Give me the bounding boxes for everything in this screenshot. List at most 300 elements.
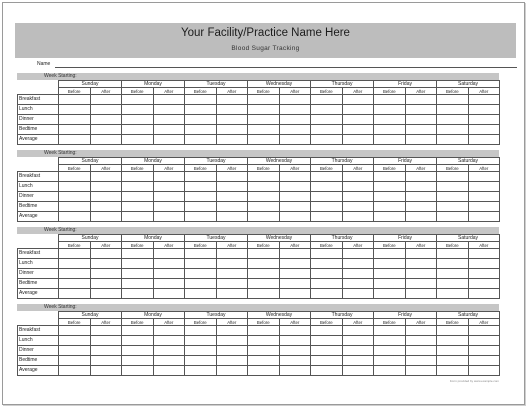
entry-cell[interactable] [216, 259, 248, 269]
entry-cell[interactable] [342, 212, 374, 222]
name-field[interactable] [55, 67, 517, 68]
entry-cell[interactable] [405, 336, 437, 346]
corner-cell [18, 235, 59, 249]
entry-cell[interactable] [374, 212, 406, 222]
entry-cell[interactable] [59, 269, 91, 279]
entry-cell[interactable] [374, 356, 406, 366]
entry-cell[interactable] [468, 172, 500, 182]
entry-cell[interactable] [153, 289, 185, 299]
entry-cell[interactable] [279, 326, 311, 336]
entry-cell[interactable] [248, 249, 280, 259]
entry-cell[interactable] [185, 269, 217, 279]
entry-cell[interactable] [437, 105, 469, 115]
entry-cell[interactable] [468, 212, 500, 222]
entry-cell[interactable] [90, 115, 122, 125]
entry-cell[interactable] [216, 172, 248, 182]
entry-cell[interactable] [374, 172, 406, 182]
entry-cell[interactable] [311, 356, 343, 366]
entry-cell[interactable] [374, 95, 406, 105]
entry-cell[interactable] [185, 172, 217, 182]
entry-cell[interactable] [279, 95, 311, 105]
entry-cell[interactable] [405, 125, 437, 135]
entry-cell[interactable] [437, 172, 469, 182]
entry-cell[interactable] [153, 326, 185, 336]
entry-cell[interactable] [185, 336, 217, 346]
entry-cell[interactable] [248, 105, 280, 115]
before-header: Before [374, 88, 406, 95]
entry-cell[interactable] [311, 366, 343, 376]
entry-cell[interactable] [216, 105, 248, 115]
entry-cell[interactable] [374, 202, 406, 212]
entry-cell[interactable] [185, 135, 217, 145]
entry-cell[interactable] [342, 326, 374, 336]
entry-cell[interactable] [153, 95, 185, 105]
entry-cell[interactable] [279, 192, 311, 202]
entry-cell[interactable] [468, 259, 500, 269]
entry-cell[interactable] [90, 135, 122, 145]
entry-cell[interactable] [216, 135, 248, 145]
entry-cell[interactable] [342, 182, 374, 192]
entry-cell[interactable] [185, 366, 217, 376]
entry-cell[interactable] [90, 105, 122, 115]
entry-cell[interactable] [122, 336, 154, 346]
entry-cell[interactable] [437, 249, 469, 259]
entry-cell[interactable] [405, 279, 437, 289]
before-header: Before [311, 319, 343, 326]
entry-cell[interactable] [122, 202, 154, 212]
entry-cell[interactable] [311, 346, 343, 356]
entry-cell[interactable] [279, 289, 311, 299]
entry-cell[interactable] [405, 249, 437, 259]
entry-cell[interactable] [468, 135, 500, 145]
entry-cell[interactable] [248, 125, 280, 135]
entry-cell[interactable] [468, 326, 500, 336]
entry-cell[interactable] [374, 182, 406, 192]
entry-cell[interactable] [216, 95, 248, 105]
entry-cell[interactable] [122, 115, 154, 125]
entry-cell[interactable] [279, 249, 311, 259]
entry-cell[interactable] [185, 356, 217, 366]
entry-cell[interactable] [311, 279, 343, 289]
entry-cell[interactable] [437, 289, 469, 299]
entry-cell[interactable] [59, 202, 91, 212]
entry-cell[interactable] [311, 95, 343, 105]
entry-cell[interactable] [90, 125, 122, 135]
entry-cell[interactable] [311, 105, 343, 115]
entry-cell[interactable] [153, 192, 185, 202]
entry-cell[interactable] [374, 105, 406, 115]
entry-cell[interactable] [437, 279, 469, 289]
entry-cell[interactable] [248, 269, 280, 279]
entry-cell[interactable] [311, 289, 343, 299]
entry-cell[interactable] [342, 95, 374, 105]
entry-cell[interactable] [90, 202, 122, 212]
entry-cell[interactable] [405, 366, 437, 376]
entry-cell[interactable] [59, 346, 91, 356]
entry-cell[interactable] [122, 259, 154, 269]
entry-cell[interactable] [342, 279, 374, 289]
entry-cell[interactable] [437, 366, 469, 376]
entry-cell[interactable] [122, 249, 154, 259]
entry-cell[interactable] [153, 366, 185, 376]
entry-cell[interactable] [59, 259, 91, 269]
entry-cell[interactable] [90, 269, 122, 279]
entry-cell[interactable] [437, 115, 469, 125]
entry-cell[interactable] [153, 202, 185, 212]
entry-cell[interactable] [122, 125, 154, 135]
entry-cell[interactable] [405, 95, 437, 105]
entry-cell[interactable] [279, 259, 311, 269]
day-header: Sunday [59, 312, 122, 319]
entry-cell[interactable] [153, 182, 185, 192]
entry-cell[interactable] [59, 336, 91, 346]
entry-cell[interactable] [374, 289, 406, 299]
entry-cell[interactable] [468, 249, 500, 259]
entry-cell[interactable] [216, 115, 248, 125]
entry-cell[interactable] [405, 135, 437, 145]
entry-cell[interactable] [185, 105, 217, 115]
entry-cell[interactable] [468, 105, 500, 115]
entry-cell[interactable] [437, 269, 469, 279]
entry-cell[interactable] [248, 135, 280, 145]
entry-cell[interactable] [437, 336, 469, 346]
entry-cell[interactable] [342, 356, 374, 366]
before-header: Before [311, 88, 343, 95]
entry-cell[interactable] [342, 269, 374, 279]
entry-cell[interactable] [405, 259, 437, 269]
entry-cell[interactable] [122, 212, 154, 222]
entry-cell[interactable] [122, 95, 154, 105]
entry-cell[interactable] [279, 212, 311, 222]
entry-cell[interactable] [122, 135, 154, 145]
entry-cell[interactable] [468, 336, 500, 346]
entry-cell[interactable] [468, 115, 500, 125]
row-label: Dinner [18, 269, 59, 279]
week-block [17, 227, 499, 299]
row-label: Bedtime [18, 279, 59, 289]
entry-cell[interactable] [90, 346, 122, 356]
entry-cell[interactable] [216, 125, 248, 135]
entry-cell[interactable] [122, 172, 154, 182]
entry-cell[interactable] [90, 182, 122, 192]
entry-cell[interactable] [405, 212, 437, 222]
entry-cell[interactable] [279, 346, 311, 356]
entry-cell[interactable] [185, 346, 217, 356]
entry-cell[interactable] [437, 135, 469, 145]
entry-cell[interactable] [437, 326, 469, 336]
before-header: Before [248, 319, 280, 326]
entry-cell[interactable] [374, 259, 406, 269]
entry-cell[interactable] [59, 115, 91, 125]
entry-cell[interactable] [342, 192, 374, 202]
entry-cell[interactable] [216, 289, 248, 299]
entry-cell[interactable] [437, 356, 469, 366]
entry-cell[interactable] [437, 192, 469, 202]
entry-cell[interactable] [90, 366, 122, 376]
entry-cell[interactable] [311, 192, 343, 202]
entry-cell[interactable] [153, 125, 185, 135]
entry-cell[interactable] [405, 105, 437, 115]
entry-cell[interactable] [153, 249, 185, 259]
entry-cell[interactable] [90, 289, 122, 299]
entry-cell[interactable] [468, 366, 500, 376]
entry-cell[interactable] [342, 259, 374, 269]
entry-cell[interactable] [216, 182, 248, 192]
entry-cell[interactable] [374, 249, 406, 259]
entry-cell[interactable] [405, 356, 437, 366]
entry-cell[interactable] [342, 115, 374, 125]
entry-cell[interactable] [248, 95, 280, 105]
entry-cell[interactable] [122, 105, 154, 115]
entry-cell[interactable] [248, 259, 280, 269]
entry-cell[interactable] [59, 135, 91, 145]
entry-cell[interactable] [90, 336, 122, 346]
entry-cell[interactable] [342, 249, 374, 259]
entry-cell[interactable] [90, 95, 122, 105]
entry-cell[interactable] [153, 259, 185, 269]
entry-cell[interactable] [122, 326, 154, 336]
entry-cell[interactable] [248, 289, 280, 299]
entry-cell[interactable] [279, 172, 311, 182]
entry-cell[interactable] [216, 356, 248, 366]
entry-cell[interactable] [185, 279, 217, 289]
entry-cell[interactable] [248, 346, 280, 356]
entry-cell[interactable] [248, 279, 280, 289]
entry-cell[interactable] [311, 135, 343, 145]
entry-cell[interactable] [216, 346, 248, 356]
entry-cell[interactable] [468, 192, 500, 202]
entry-cell[interactable] [311, 182, 343, 192]
entry-cell[interactable] [468, 346, 500, 356]
entry-cell[interactable] [437, 125, 469, 135]
entry-cell[interactable] [185, 182, 217, 192]
entry-cell[interactable] [342, 105, 374, 115]
entry-cell[interactable] [216, 249, 248, 259]
entry-cell[interactable] [279, 135, 311, 145]
row-label: Average [18, 289, 59, 299]
entry-cell[interactable] [153, 279, 185, 289]
entry-cell[interactable] [153, 115, 185, 125]
entry-cell[interactable] [279, 366, 311, 376]
entry-cell[interactable] [311, 202, 343, 212]
entry-cell[interactable] [374, 115, 406, 125]
entry-cell[interactable] [90, 212, 122, 222]
entry-cell[interactable] [122, 192, 154, 202]
entry-cell[interactable] [405, 192, 437, 202]
entry-cell[interactable] [374, 135, 406, 145]
entry-cell[interactable] [248, 336, 280, 346]
entry-cell[interactable] [374, 366, 406, 376]
entry-cell[interactable] [248, 366, 280, 376]
entry-cell[interactable] [59, 279, 91, 289]
after-header: After [90, 319, 122, 326]
entry-cell[interactable] [374, 346, 406, 356]
after-header: After [405, 88, 437, 95]
entry-cell[interactable] [59, 366, 91, 376]
row-label: Breakfast [18, 326, 59, 336]
entry-cell[interactable] [216, 212, 248, 222]
entry-cell[interactable] [90, 249, 122, 259]
entry-cell[interactable] [59, 182, 91, 192]
entry-cell[interactable] [248, 326, 280, 336]
entry-cell[interactable] [185, 95, 217, 105]
entry-cell[interactable] [59, 356, 91, 366]
table-row [18, 202, 500, 212]
entry-cell[interactable] [216, 326, 248, 336]
entry-cell[interactable] [216, 202, 248, 212]
entry-cell[interactable] [153, 105, 185, 115]
entry-cell[interactable] [468, 125, 500, 135]
entry-cell[interactable] [374, 279, 406, 289]
entry-cell[interactable] [216, 192, 248, 202]
entry-cell[interactable] [342, 346, 374, 356]
entry-cell[interactable] [185, 202, 217, 212]
entry-cell[interactable] [216, 336, 248, 346]
entry-cell[interactable] [122, 269, 154, 279]
after-header: After [153, 88, 185, 95]
entry-cell[interactable] [342, 135, 374, 145]
entry-cell[interactable] [248, 115, 280, 125]
entry-cell[interactable] [153, 356, 185, 366]
entry-cell[interactable] [122, 356, 154, 366]
entry-cell[interactable] [216, 279, 248, 289]
entry-cell[interactable] [405, 115, 437, 125]
entry-cell[interactable] [59, 95, 91, 105]
entry-cell[interactable] [311, 249, 343, 259]
entry-cell[interactable] [185, 249, 217, 259]
entry-cell[interactable] [216, 366, 248, 376]
entry-cell[interactable] [374, 326, 406, 336]
entry-cell[interactable] [468, 95, 500, 105]
entry-cell[interactable] [437, 259, 469, 269]
entry-cell[interactable] [468, 356, 500, 366]
entry-cell[interactable] [216, 269, 248, 279]
entry-cell[interactable] [185, 326, 217, 336]
day-header: Tuesday [185, 158, 248, 165]
entry-cell[interactable] [59, 192, 91, 202]
entry-cell[interactable] [185, 212, 217, 222]
entry-cell[interactable] [59, 249, 91, 259]
entry-cell[interactable] [59, 326, 91, 336]
entry-cell[interactable] [342, 366, 374, 376]
day-header: Tuesday [185, 312, 248, 319]
entry-cell[interactable] [279, 336, 311, 346]
entry-cell[interactable] [311, 115, 343, 125]
entry-cell[interactable] [374, 269, 406, 279]
entry-cell[interactable] [437, 182, 469, 192]
entry-cell[interactable] [90, 356, 122, 366]
entry-cell[interactable] [248, 212, 280, 222]
entry-cell[interactable] [153, 212, 185, 222]
entry-cell[interactable] [311, 326, 343, 336]
entry-cell[interactable] [279, 115, 311, 125]
entry-cell[interactable] [311, 212, 343, 222]
entry-cell[interactable] [122, 279, 154, 289]
entry-cell[interactable] [405, 182, 437, 192]
entry-cell[interactable] [90, 279, 122, 289]
entry-cell[interactable] [311, 336, 343, 346]
entry-cell[interactable] [185, 125, 217, 135]
entry-cell[interactable] [153, 135, 185, 145]
entry-cell[interactable] [59, 289, 91, 299]
entry-cell[interactable] [59, 172, 91, 182]
entry-cell[interactable] [468, 269, 500, 279]
before-header: Before [122, 242, 154, 249]
entry-cell[interactable] [279, 125, 311, 135]
entry-cell[interactable] [437, 95, 469, 105]
entry-cell[interactable] [279, 202, 311, 212]
entry-cell[interactable] [248, 202, 280, 212]
entry-cell[interactable] [279, 105, 311, 115]
entry-cell[interactable] [153, 172, 185, 182]
entry-cell[interactable] [311, 259, 343, 269]
entry-cell[interactable] [122, 289, 154, 299]
before-header: Before [59, 88, 91, 95]
entry-cell[interactable] [153, 269, 185, 279]
entry-cell[interactable] [248, 182, 280, 192]
entry-cell[interactable] [122, 346, 154, 356]
entry-cell[interactable] [90, 172, 122, 182]
entry-cell[interactable] [468, 279, 500, 289]
entry-cell[interactable] [405, 289, 437, 299]
entry-cell[interactable] [437, 346, 469, 356]
entry-cell[interactable] [311, 172, 343, 182]
entry-cell[interactable] [90, 326, 122, 336]
entry-cell[interactable] [248, 356, 280, 366]
entry-cell[interactable] [279, 279, 311, 289]
entry-cell[interactable] [153, 336, 185, 346]
entry-cell[interactable] [342, 125, 374, 135]
entry-cell[interactable] [405, 326, 437, 336]
entry-cell[interactable] [185, 259, 217, 269]
entry-cell[interactable] [59, 125, 91, 135]
entry-cell[interactable] [279, 356, 311, 366]
entry-cell[interactable] [153, 346, 185, 356]
entry-cell[interactable] [122, 366, 154, 376]
entry-cell[interactable] [342, 202, 374, 212]
entry-cell[interactable] [185, 115, 217, 125]
entry-cell[interactable] [468, 289, 500, 299]
entry-cell[interactable] [374, 192, 406, 202]
entry-cell[interactable] [468, 202, 500, 212]
entry-cell[interactable] [279, 182, 311, 192]
entry-cell[interactable] [185, 192, 217, 202]
entry-cell[interactable] [405, 346, 437, 356]
entry-cell[interactable] [59, 212, 91, 222]
entry-cell[interactable] [279, 269, 311, 279]
entry-cell[interactable] [342, 172, 374, 182]
entry-cell[interactable] [122, 182, 154, 192]
entry-cell[interactable] [90, 259, 122, 269]
entry-cell[interactable] [185, 289, 217, 299]
entry-cell[interactable] [374, 336, 406, 346]
entry-cell[interactable] [437, 212, 469, 222]
entry-cell[interactable] [405, 172, 437, 182]
entry-cell[interactable] [248, 192, 280, 202]
entry-cell[interactable] [437, 202, 469, 212]
entry-cell[interactable] [311, 269, 343, 279]
entry-cell[interactable] [342, 289, 374, 299]
entry-cell[interactable] [405, 202, 437, 212]
entry-cell[interactable] [468, 182, 500, 192]
entry-cell[interactable] [405, 269, 437, 279]
entry-cell[interactable] [59, 105, 91, 115]
entry-cell[interactable] [342, 336, 374, 346]
entry-cell[interactable] [311, 125, 343, 135]
entry-cell[interactable] [90, 192, 122, 202]
entry-cell[interactable] [248, 172, 280, 182]
entry-cell[interactable] [374, 125, 406, 135]
